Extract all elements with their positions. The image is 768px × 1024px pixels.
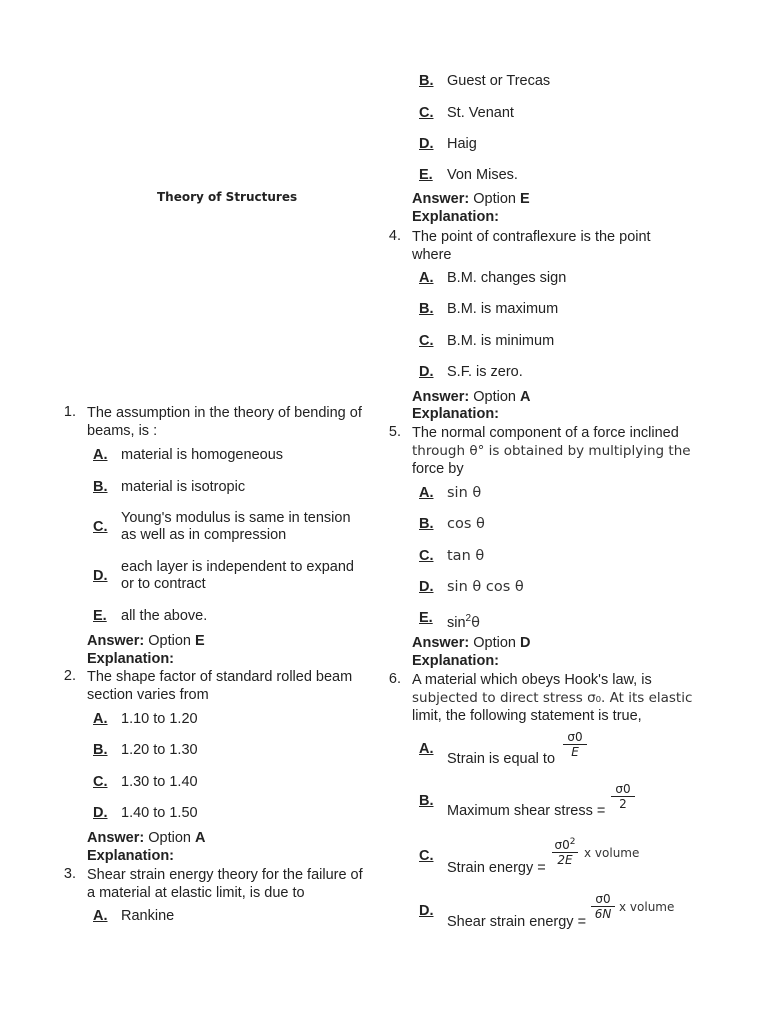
suffix: x volume [619, 900, 675, 914]
option-text: Strain energy = [447, 860, 546, 876]
option-text: Strain is equal to [447, 751, 556, 767]
option-letter: A. [419, 741, 434, 757]
option-letter: E. [419, 167, 433, 183]
page-title: Theory of Structures [157, 190, 298, 204]
option-text: St. Venant [447, 105, 514, 121]
option-text: Shear strain energy = [447, 914, 587, 930]
option-letter: E. [419, 610, 433, 626]
option-text: 1.10 to 1.20 [121, 711, 198, 727]
fraction: $\frac{\sigma 0^2}{2E}$ [552, 837, 578, 867]
option-text: 1.20 to 1.30 [121, 742, 198, 758]
option-text: material is homogeneous [121, 447, 284, 463]
option-letter: D. [93, 805, 108, 821]
option-text: Maximum shear stress = [447, 803, 606, 819]
option-letter: A. [419, 270, 434, 286]
option-letter: B. [419, 301, 434, 317]
option-letter: C. [93, 519, 108, 535]
question-text: The shape factor of standard rolled beam section varies from [87, 669, 353, 703]
option-letter: D. [419, 579, 434, 595]
option-text: sin θ [447, 485, 482, 501]
option-letter: A. [93, 447, 108, 463]
option-letter: D. [419, 903, 434, 919]
option-text: S.F. is zero. [447, 364, 523, 380]
option-letter: E. [93, 608, 107, 624]
option-letter: D. [93, 568, 108, 584]
explanation-label: Explanation: [412, 653, 500, 669]
option-letter: C. [419, 333, 434, 349]
question-text: Shear strain energy theory for the failure of a material at elastic limit, is due to [87, 867, 363, 901]
option-letter: D. [419, 136, 434, 152]
option-text: sin θ cos θ [447, 579, 524, 595]
option-text: Young's modulus is same in tension as well as in compression [121, 510, 351, 543]
option-letter: B. [93, 742, 108, 758]
option-letter: C. [419, 848, 434, 864]
option-letter: A. [93, 908, 108, 924]
question-number: 4. [388, 228, 401, 244]
option-text: 1.30 to 1.40 [121, 774, 198, 790]
answer-line: Answer: Option E [412, 191, 530, 207]
option-text: Von Mises. [447, 167, 518, 183]
option-letter: B. [419, 516, 434, 532]
option-text: Rankine [121, 908, 175, 924]
explanation-label: Explanation: [87, 651, 175, 667]
explanation-label: Explanation: [412, 406, 500, 422]
option-text: each layer is independent to expand or to contract [121, 559, 354, 592]
option-text: cos θ [447, 516, 485, 532]
question-text: The normal component of a force inclined through θ° is obtained by multiplying the force by [412, 425, 691, 477]
option-text: 1.40 to 1.50 [121, 805, 198, 821]
option-text: material is isotropic [121, 479, 246, 495]
question-text: The point of contraflexure is the point where [412, 229, 651, 263]
option-text: Haig [447, 136, 477, 152]
option-text: tan θ [447, 548, 485, 564]
option-text: all the above. [121, 608, 208, 624]
fraction: $\frac{\sigma 0}{6N}$ [591, 892, 615, 921]
question-text: The assumption in the theory of bending of beams, is : [87, 405, 362, 439]
option-letter: D. [419, 364, 434, 380]
question-number: 3. [63, 866, 76, 882]
option-letter: A. [419, 485, 434, 501]
option-letter: B. [419, 73, 434, 89]
option-letter: C. [419, 548, 434, 564]
option-text: Guest or Trecas [447, 73, 551, 89]
answer-line: Answer: Option A [412, 389, 531, 405]
question-number: 5. [388, 424, 401, 440]
explanation-label: Explanation: [412, 209, 500, 225]
question-number: 2. [63, 668, 76, 684]
option-letter: C. [419, 105, 434, 121]
question-number: 6. [388, 671, 401, 687]
fraction: $\frac{\sigma 0}{2}$ [611, 782, 635, 811]
question-number: 1. [63, 404, 76, 420]
fraction: $\frac{\sigma 0}{E}$ [563, 730, 587, 759]
option-letter: C. [93, 774, 108, 790]
option-text: B.M. changes sign [447, 270, 567, 286]
option-letter: B. [419, 793, 434, 809]
answer-line: Answer: Option D [412, 635, 531, 651]
answer-line: Answer: Option E [87, 633, 205, 649]
suffix: x volume [584, 846, 640, 860]
answer-line: Answer: Option A [87, 830, 206, 846]
option-letter: A. [93, 711, 108, 727]
question-text: A material which obeys Hook's law, is subjected to direct stress σ₀. At its elastic limit, the following statement is true, [412, 672, 693, 724]
option-text: $\sin^2\theta$ [447, 613, 480, 631]
option-text: B.M. is minimum [447, 333, 555, 349]
option-letter: B. [93, 479, 108, 495]
explanation-label: Explanation: [87, 848, 175, 864]
option-text: B.M. is maximum [447, 301, 559, 317]
